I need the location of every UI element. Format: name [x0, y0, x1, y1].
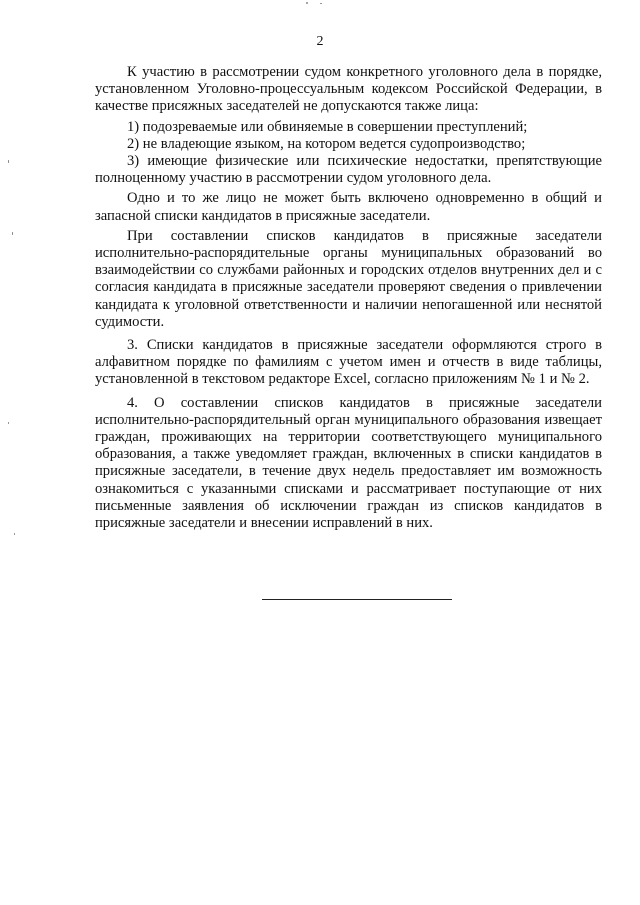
- paragraph-item-1: 1) подозреваемые или обвиняемые в совершении преступлений;: [127, 118, 528, 135]
- scan-speck: [8, 422, 9, 424]
- paragraph-item-2: 2) не владеющие языком, на котором ведется судопроизводство;: [127, 135, 526, 152]
- paragraph-section-3: 3. Списки кандидатов в присяжные заседатели оформляются строго в алфавитном порядке по фамилиям с учетом имен и отчеств в виде таблицы, установленной в текстовом редакторе Excel, согласно приложениям № 1 и № 2.: [95, 337, 602, 388]
- paragraph-item-3: 3) имеющие физические или психические недостатки, препятствующие полноценному участию в рассмотрении судом уголовного дела.: [95, 153, 602, 187]
- scan-speck: [320, 3, 322, 4]
- scan-speck: [8, 160, 9, 163]
- end-rule: [262, 599, 452, 600]
- scan-speck: [14, 533, 15, 535]
- document-body: [95, 64, 602, 535]
- paragraph-same-person: Одно и то же лицо не может быть включено одновременно в общий и запасной списки кандидатов в присяжные заседатели.: [95, 190, 602, 224]
- paragraph-intro: К участию в рассмотрении судом конкретного уголовного дела в порядке, установленном Уголовно-процессуальным кодексом Российской Федерации, в качестве присяжных заседателей не допускаются также лица:: [95, 64, 602, 115]
- paragraph-section-4: 4. О составлении списков кандидатов в присяжные заседатели исполнительно-распорядительный орган муниципального образования извещает граждан, проживающих на территории соответствующего муниципального образования, а также уведомляет граждан, включенных в списки кандидатов в присяжные заседатели, в течение двух недель предоставляет им возможность ознакомиться с указанными списками и рассматривает поступающие от них письменные заявления об исключении граждан из списков кандидатов в присяжные заседатели и внесении исправлений в них.: [95, 394, 602, 532]
- scan-speck: [306, 2, 308, 4]
- scan-speck: [12, 232, 13, 235]
- page-number: 2: [316, 34, 324, 49]
- paragraph-verification: При составлении списков кандидатов в присяжные заседатели исполнительно-распорядительные органы муниципальных образований во взаимодействии со службами районных и городских отделов внутренних дел и с согласия кандидата в присяжные заседатели проверяют сведения о привлечении кандидата к уголовной ответственности и наличии непогашенной или неснятой судимости.: [95, 227, 602, 330]
